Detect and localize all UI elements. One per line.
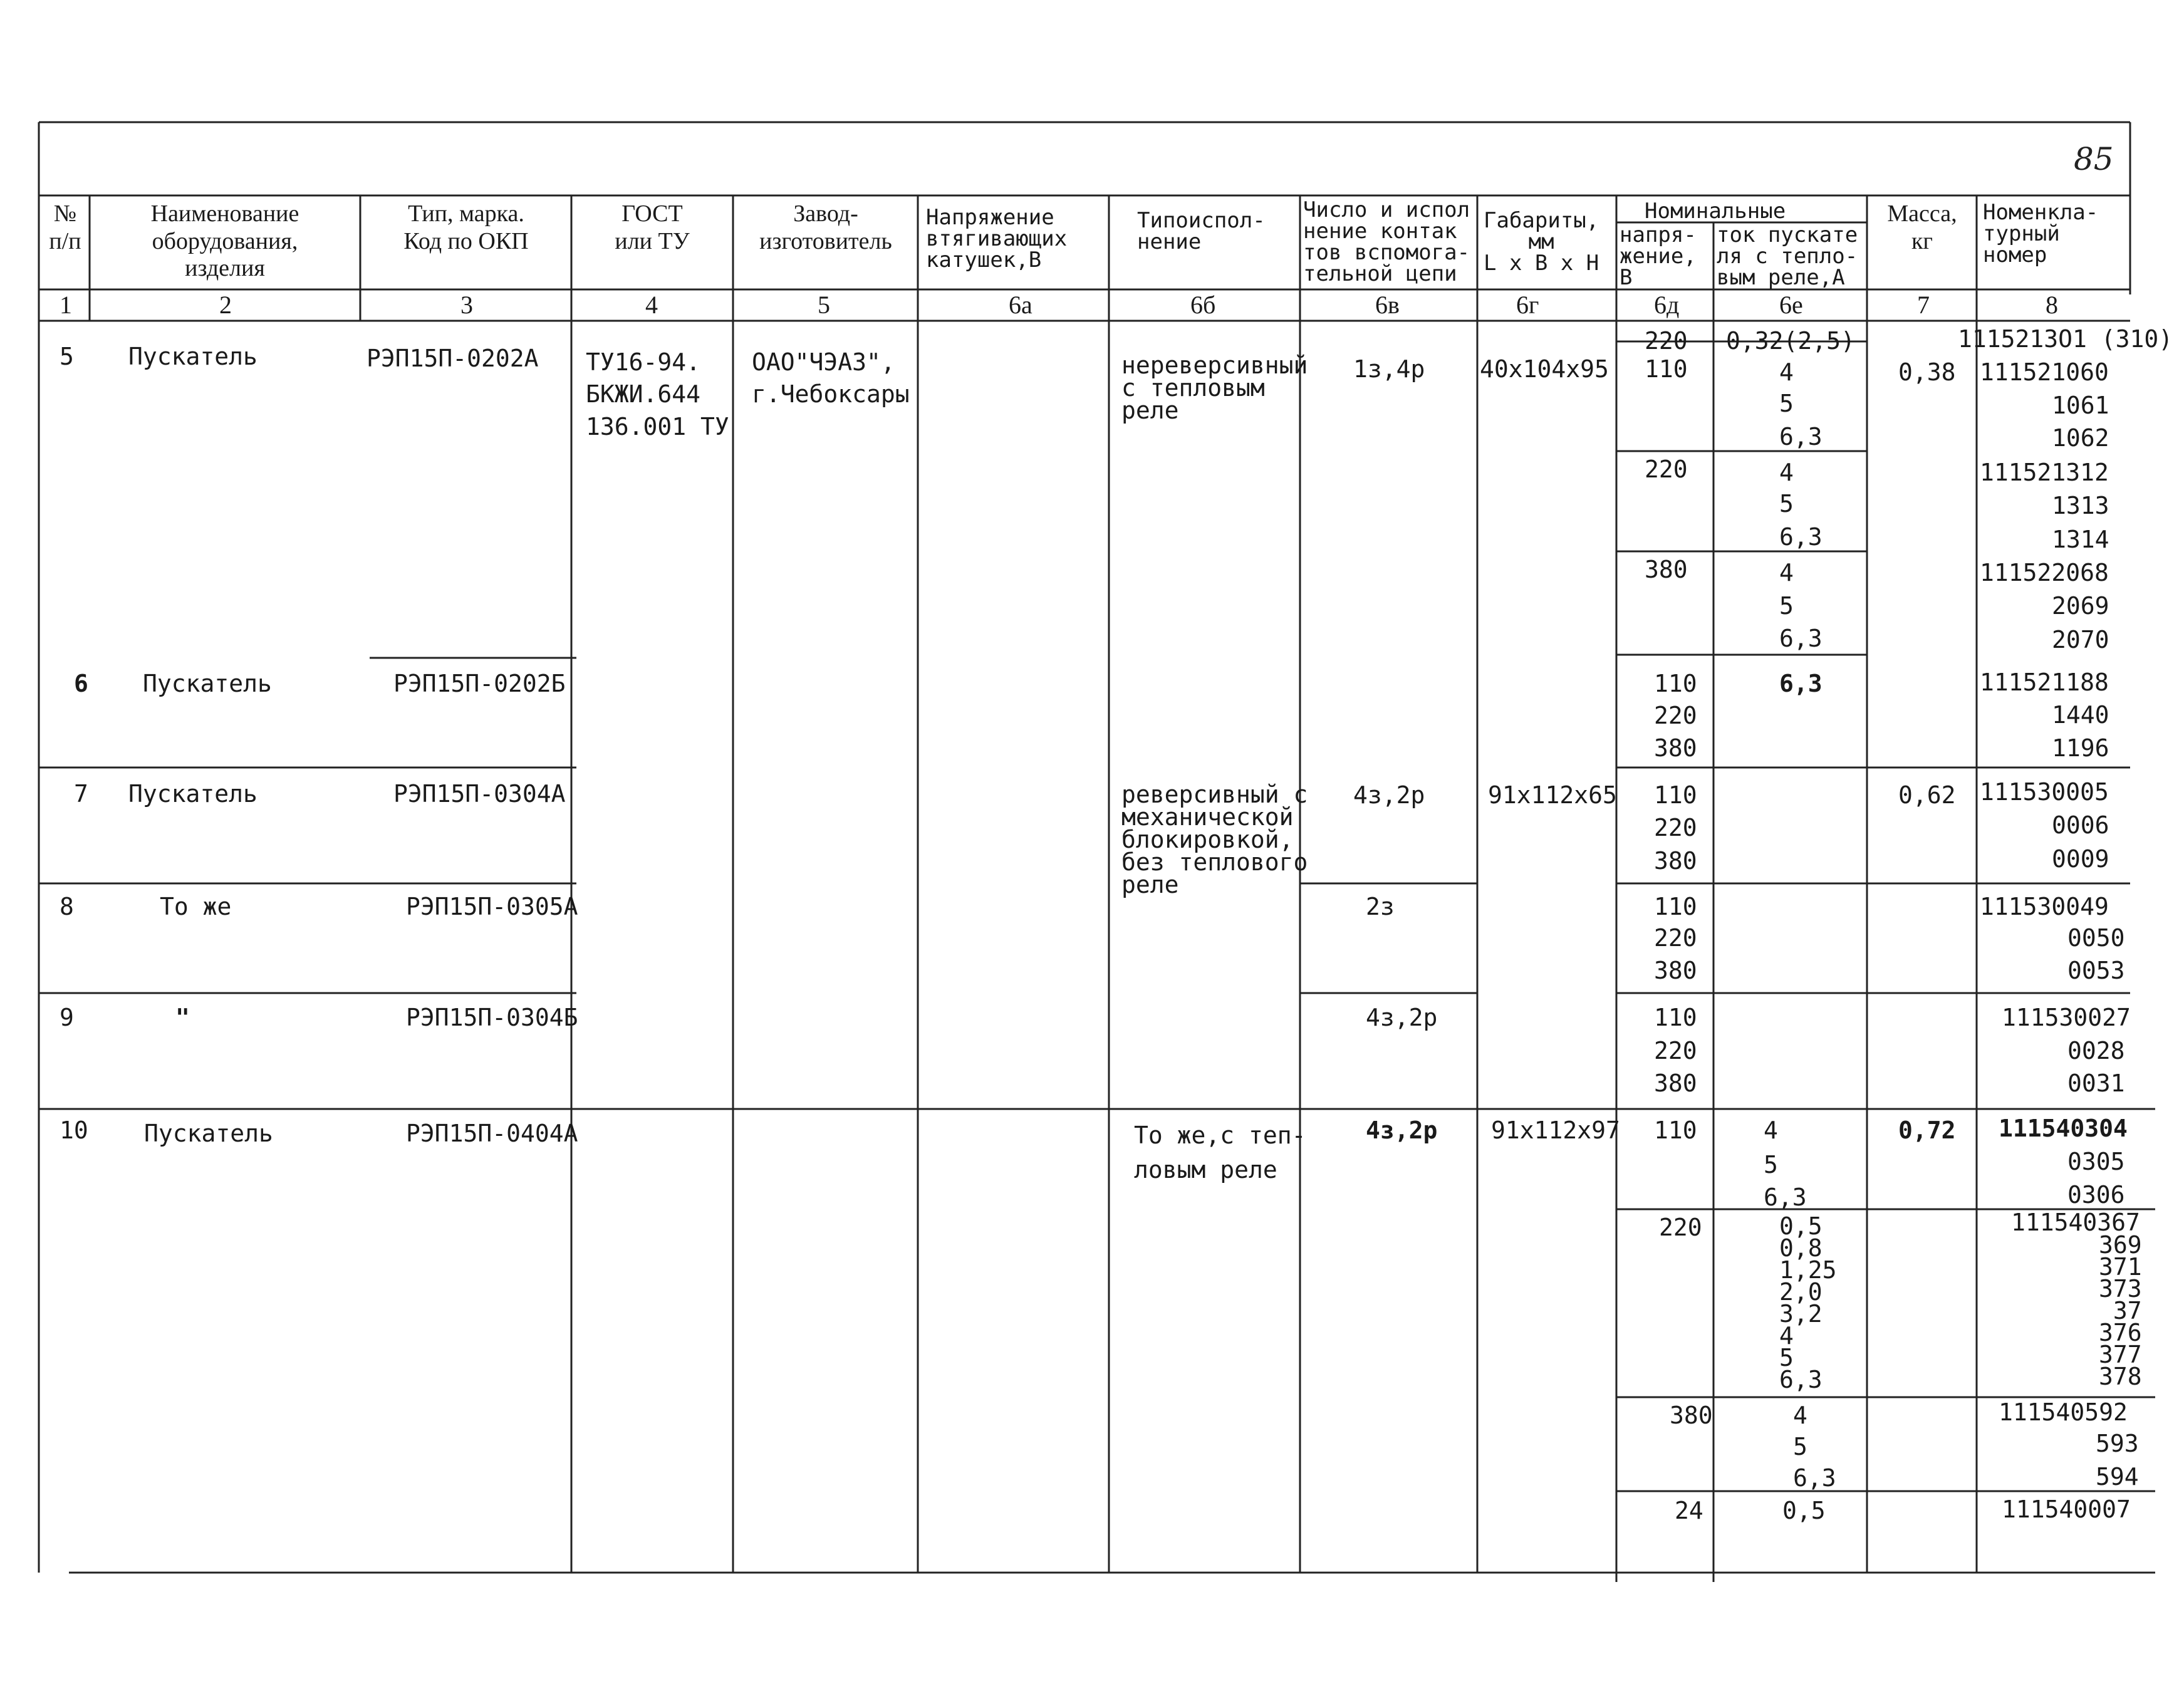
row7-dims: 91х112х65 <box>1488 781 1617 809</box>
row8-contacts: 2з <box>1366 893 1395 920</box>
row10-code: 111540304 <box>1999 1115 2128 1142</box>
row5-contacts: 1з,4р <box>1353 355 1425 383</box>
header-mass: Масса, кг <box>1887 200 1957 254</box>
row5-current: 5 <box>1779 490 1794 518</box>
colnum: 3 <box>460 291 473 319</box>
row5-code: 1115213О1 (310) <box>1958 325 2173 353</box>
row5-current: 6,3 <box>1779 625 1823 652</box>
header-variant: Типоиспол- нение <box>1137 208 1266 254</box>
header-plant: Завод- изготовитель <box>759 200 892 254</box>
row7-contacts: 4з,2р <box>1353 781 1425 809</box>
row9-code: 111530027 <box>2002 1004 2131 1031</box>
row10-voltage: 380 <box>1670 1402 1713 1429</box>
row5-code: 1062 <box>2052 424 2109 452</box>
row9-voltage: 220 <box>1654 1037 1697 1064</box>
row5-code: 111521312 <box>1980 459 2109 486</box>
row5-code: 2069 <box>2052 592 2109 620</box>
header-type: Тип, марка. Код по ОКП <box>403 200 529 254</box>
row5-current: 6,3 <box>1779 523 1823 551</box>
row9-voltage: 110 <box>1654 1004 1697 1031</box>
row5-code: 111522068 <box>1980 559 2109 586</box>
row7-variant: реверсивный с механической блокировкой, без теплового реле <box>1121 781 1308 899</box>
row10-code: 111540592 <box>1999 1398 2128 1426</box>
row7-voltage: 220 <box>1654 814 1697 841</box>
colnum: 6б <box>1190 291 1216 319</box>
row8-voltage: 110 <box>1654 893 1697 920</box>
row6-code: 111521188 <box>1980 669 2109 696</box>
row7-mass: 0,62 <box>1898 781 1956 809</box>
row6-voltage: 110 <box>1654 670 1697 697</box>
row10-current: 4 <box>1764 1116 1778 1144</box>
header-voltage: напря- жение, В <box>1620 222 1697 290</box>
row5-current: 4 <box>1779 559 1794 586</box>
row6-type: РЭП15П-0202Б <box>393 670 566 697</box>
row5-voltage: 110 <box>1645 355 1688 383</box>
row7-voltage: 380 <box>1654 847 1697 875</box>
row10-code: 111540367 <box>2011 1209 2140 1236</box>
row5-gost: ТУ16-94. БКЖИ.644 136.001 ТУ <box>586 348 729 440</box>
colnum: 2 <box>219 291 232 319</box>
row5-code: 2070 <box>2052 626 2109 653</box>
row6-code: 1196 <box>2052 734 2109 762</box>
row9-code: 0031 <box>2067 1069 2125 1097</box>
row5-current: 6,3 <box>1779 423 1823 450</box>
row5-current: 0,32(2,5) <box>1726 327 1855 355</box>
row5-voltage: 220 <box>1645 327 1688 355</box>
colnum: 6д <box>1654 291 1680 319</box>
row10-mass: 0,72 <box>1898 1116 1956 1144</box>
header-dimensions: Габариты, мм L x B x H <box>1484 208 1599 276</box>
row10-contacts: 4з,2р <box>1366 1116 1438 1144</box>
row10-currents-220: 0,5 0,8 1,25 2,0 3,2 4 5 6,3 <box>1779 1212 1837 1393</box>
row10-name: Пускатель <box>144 1120 273 1147</box>
colnum: 6в <box>1375 291 1400 319</box>
row10-voltage: 220 <box>1659 1214 1702 1241</box>
row10-dims: 91х112х97 <box>1491 1116 1620 1144</box>
row10-current: 6,3 <box>1793 1464 1836 1492</box>
row5-mass: 0,38 <box>1898 358 1956 386</box>
row5-current: 4 <box>1779 459 1794 486</box>
row5-voltage: 220 <box>1645 455 1688 483</box>
row5-code: 1314 <box>2052 526 2109 553</box>
row9-type: РЭП15П-0304Б <box>406 1004 578 1031</box>
row10-voltage: 24 <box>1675 1497 1703 1524</box>
header-nominal: Номинальные <box>1645 199 1786 224</box>
row5-dims: 40х104х95 <box>1480 355 1609 383</box>
row8-code: 0050 <box>2067 924 2125 952</box>
colnum: 6г <box>1516 291 1539 319</box>
row5-variant: нереверсивный с тепловым реле <box>1121 351 1308 425</box>
row6-current: 6,3 <box>1779 670 1823 697</box>
row7-name: Пускатель <box>128 780 257 808</box>
row7-no: 7 <box>74 780 88 808</box>
colnum: 4 <box>645 291 658 319</box>
row7-code: 0009 <box>2052 845 2109 873</box>
header-name: Наименование оборудования, изделия <box>150 200 299 282</box>
row6-name: Пускатель <box>143 670 272 697</box>
row9-name: " <box>175 1004 190 1031</box>
row10-voltage: 110 <box>1654 1116 1697 1144</box>
row5-code: 1061 <box>2052 392 2109 419</box>
row10-current: 5 <box>1764 1151 1778 1179</box>
header-gost: ГОСТ или ТУ <box>615 200 690 254</box>
row5-plant: ОАО"ЧЭАЗ", г.Чебоксары <box>752 348 910 408</box>
header-coil-voltage: Напряжение втягивающих катушек,В <box>926 205 1068 273</box>
row9-voltage: 380 <box>1654 1069 1697 1097</box>
row5-current: 4 <box>1779 358 1794 386</box>
page-number: 85 <box>2074 141 2114 177</box>
row8-no: 8 <box>60 893 74 920</box>
row5-name: Пускатель <box>128 343 257 370</box>
row5-type: РЭП15П-0202А <box>367 345 539 372</box>
row10-type: РЭП15П-0404А <box>406 1120 578 1147</box>
colnum: 7 <box>1917 291 1930 319</box>
row9-contacts: 4з,2р <box>1366 1004 1438 1031</box>
row10-variant: То же,с теп- ловым реле <box>1134 1121 1306 1184</box>
row10-no: 10 <box>60 1116 88 1144</box>
colnum: 8 <box>2046 291 2058 319</box>
row10-current: 6,3 <box>1764 1184 1807 1211</box>
row8-voltage: 380 <box>1654 957 1697 984</box>
row5-voltage: 380 <box>1645 556 1688 583</box>
header-code: Номенкла- турный номер <box>1983 200 2099 268</box>
row10-code: 0305 <box>2067 1148 2125 1175</box>
row6-code: 1440 <box>2052 701 2109 729</box>
row10-code: 111540007 <box>2002 1496 2131 1523</box>
row9-code: 0028 <box>2067 1037 2125 1064</box>
row10-code: 0306 <box>2067 1181 2125 1209</box>
row10-current: 5 <box>1793 1433 1807 1460</box>
colnum: 6а <box>1009 291 1032 319</box>
row10-code: 594 <box>2096 1463 2139 1491</box>
row10-codes-220: 369 371 373 37 376 377 378 <box>2099 1231 2142 1390</box>
row8-voltage: 220 <box>1654 924 1697 952</box>
row5-code: 1313 <box>2052 492 2109 519</box>
row7-code: 0006 <box>2052 811 2109 839</box>
colnum: 6е <box>1779 291 1803 319</box>
header-contacts: Число и испол нение контак тов вспомога- тельной цепи <box>1303 197 1470 286</box>
header-current: ток пускате ля с тепло- вым реле,А <box>1717 222 1858 290</box>
row8-code: 0053 <box>2067 957 2125 984</box>
row10-current: 4 <box>1793 1402 1807 1429</box>
row10-code: 593 <box>2096 1430 2139 1457</box>
row7-type: РЭП15П-0304А <box>393 780 566 808</box>
row7-code: 111530005 <box>1980 778 2109 806</box>
header-no: № п/п <box>49 200 81 254</box>
row8-code: 111530049 <box>1980 893 2109 920</box>
row5-current: 5 <box>1779 592 1794 620</box>
row6-no: 6 <box>74 670 88 697</box>
row10-current: 0,5 <box>1782 1497 1826 1524</box>
row9-no: 9 <box>60 1004 74 1031</box>
row6-voltage: 220 <box>1654 702 1697 729</box>
colnum: 5 <box>818 291 830 319</box>
row8-type: РЭП15П-0305А <box>406 893 578 920</box>
row6-voltage: 380 <box>1654 734 1697 762</box>
row7-voltage: 110 <box>1654 781 1697 809</box>
row5-current: 5 <box>1779 390 1794 417</box>
row5-no: 5 <box>60 343 74 370</box>
colnum: 1 <box>60 291 72 319</box>
row5-code: 111521060 <box>1980 358 2109 386</box>
row8-name: То же <box>160 893 232 920</box>
